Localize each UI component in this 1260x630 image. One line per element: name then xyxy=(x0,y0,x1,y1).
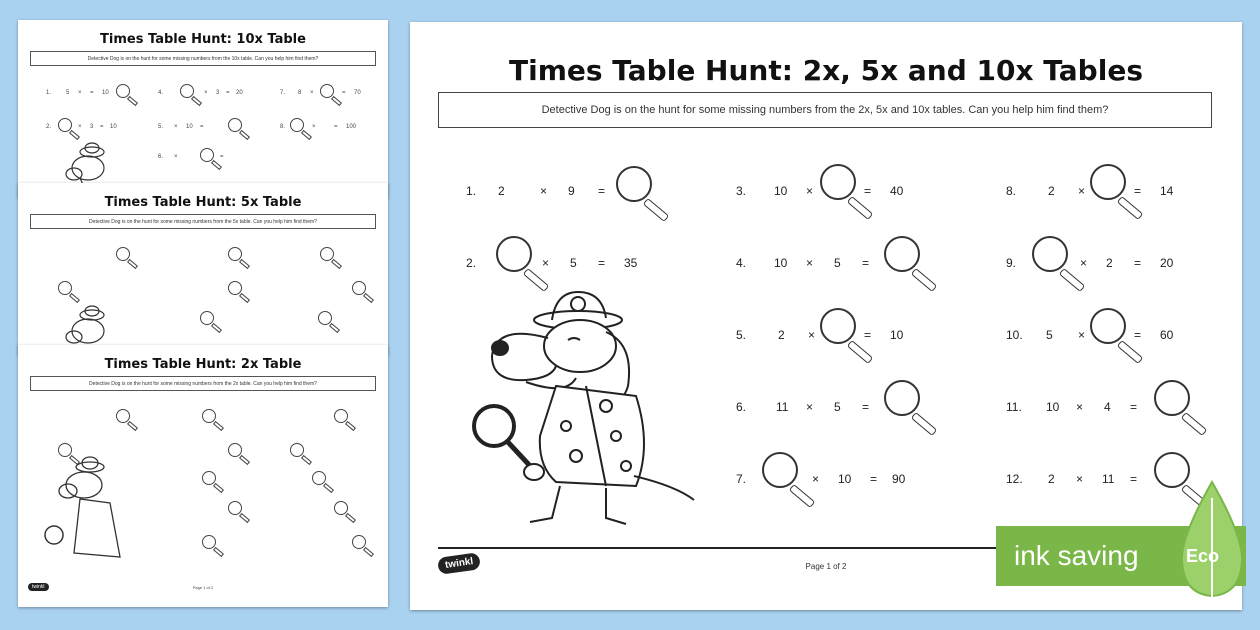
question-3 xyxy=(736,162,976,222)
worksheet-10x[interactable] xyxy=(18,20,388,198)
magnifying-glass-icon[interactable] xyxy=(820,308,856,344)
times-sign: × xyxy=(1078,328,1086,342)
question-number: 12. xyxy=(1006,472,1023,486)
times-sign: × xyxy=(806,400,814,414)
magnifying-glass-icon xyxy=(334,409,348,423)
question-value: 5 xyxy=(834,400,841,414)
times-sign: × xyxy=(542,256,550,270)
question-number: 6. xyxy=(158,154,164,160)
magnifying-glass-icon xyxy=(202,471,216,485)
equals-sign: = xyxy=(200,124,204,130)
question-2 xyxy=(466,234,706,294)
question-value: 35 xyxy=(624,256,638,270)
question-number: 1. xyxy=(466,184,477,198)
magnifying-glass-icon[interactable] xyxy=(762,452,798,488)
magnifying-glass-icon xyxy=(180,84,194,98)
times-sign: × xyxy=(1076,472,1084,486)
equals-sign: = xyxy=(220,154,224,160)
ink-saving-label: ink saving xyxy=(1014,540,1139,571)
worksheet-title: Times Table Hunt: 5x Table xyxy=(104,195,302,210)
magnifying-glass-icon xyxy=(228,247,242,261)
question-value: 5 xyxy=(1046,328,1053,342)
equals-sign: = xyxy=(334,124,338,130)
worksheet-intro: Detective Dog is on the hunt for some missing numbers from the 2x table. Can you help him find them? xyxy=(30,376,376,391)
worksheet-2x[interactable] xyxy=(18,345,388,607)
magnifying-glass-icon xyxy=(202,409,216,423)
equals-sign: = xyxy=(1130,472,1138,486)
question-value: 5 xyxy=(570,256,577,270)
times-sign: × xyxy=(78,90,82,96)
question-value: 4 xyxy=(1104,400,1111,414)
question-number: 3. xyxy=(736,184,747,198)
worksheet-title: Times Table Hunt: 2x Table xyxy=(104,357,302,372)
equals-sign: = xyxy=(870,472,878,486)
question-9 xyxy=(1006,234,1242,294)
question-value: 10 xyxy=(186,124,193,130)
question-value: 60 xyxy=(1160,328,1174,342)
times-sign: × xyxy=(174,154,178,160)
worksheet-intro: Detective Dog is on the hunt for some missing numbers from the 2x, 5x and 10x tables. Can you help him find them? xyxy=(438,92,1212,128)
equals-sign: = xyxy=(598,184,606,198)
times-sign: × xyxy=(540,184,548,198)
worksheet-title: Times Table Hunt: 10x Table xyxy=(100,32,306,47)
question-number: 2. xyxy=(466,256,477,270)
equals-sign: = xyxy=(100,124,104,130)
equals-sign: = xyxy=(862,400,870,414)
times-sign: × xyxy=(174,124,178,130)
times-sign: × xyxy=(812,472,820,486)
worksheet-main[interactable] xyxy=(410,22,1242,610)
equals-sign: = xyxy=(226,90,230,96)
question-value: 40 xyxy=(890,184,904,198)
question-value: 20 xyxy=(236,90,243,96)
question-number: 8. xyxy=(280,124,286,130)
question-value: 9 xyxy=(568,184,575,198)
question-number: 7. xyxy=(280,90,286,96)
question-number: 5. xyxy=(158,124,164,130)
magnifying-glass-icon xyxy=(116,409,130,423)
equals-sign: = xyxy=(862,256,870,270)
times-sign: × xyxy=(806,256,814,270)
magnifying-glass-icon xyxy=(228,501,242,515)
question-value: 2 xyxy=(1106,256,1113,270)
question-value: 20 xyxy=(1160,256,1174,270)
magnifying-glass-icon[interactable] xyxy=(1032,236,1068,272)
equals-sign: = xyxy=(864,328,872,342)
question-8 xyxy=(1006,162,1242,222)
question-number: 4. xyxy=(158,90,164,96)
magnifying-glass-icon xyxy=(116,247,130,261)
page-title: Times Table Hunt: 2x, 5x and 10x Tables xyxy=(509,54,1143,87)
magnifying-glass-icon xyxy=(200,148,214,162)
question-value: 2 xyxy=(498,184,505,198)
magnifying-glass-icon[interactable] xyxy=(820,164,856,200)
worksheet-intro: Detective Dog is on the hunt for some missing numbers from the 10x table. Can you help him find them? xyxy=(30,51,376,66)
question-value: 90 xyxy=(892,472,906,486)
equals-sign: = xyxy=(1134,256,1142,270)
magnifying-glass-icon xyxy=(228,118,242,132)
magnifying-glass-icon xyxy=(352,535,366,549)
magnifying-glass-icon xyxy=(290,443,304,457)
times-sign: × xyxy=(806,184,814,198)
times-sign: × xyxy=(204,90,208,96)
magnifying-glass-icon xyxy=(58,118,72,132)
question-number: 10. xyxy=(1006,328,1023,342)
times-sign: × xyxy=(1078,184,1086,198)
equals-sign: = xyxy=(864,184,872,198)
question-value: 10 xyxy=(838,472,852,486)
times-sign: × xyxy=(1076,400,1084,414)
worksheet-intro: Detective Dog is on the hunt for some missing numbers from the 5x table. Can you help him find them? xyxy=(30,214,376,229)
question-value: 10 xyxy=(774,256,788,270)
magnifying-glass-icon xyxy=(312,471,326,485)
question-6 xyxy=(736,378,976,438)
question-number: 4. xyxy=(736,256,747,270)
question-10 xyxy=(1006,306,1242,366)
magnifying-glass-icon[interactable] xyxy=(616,166,652,202)
question-value: 70 xyxy=(354,90,361,96)
question-number: 1. xyxy=(46,90,52,96)
question-value: 5 xyxy=(66,90,70,96)
magnifying-glass-icon xyxy=(58,281,72,295)
twinkl-logo: twinkl xyxy=(28,583,49,591)
magnifying-glass-icon[interactable] xyxy=(1090,164,1126,200)
question-value: 3 xyxy=(90,124,94,130)
question-number: 11. xyxy=(1006,400,1022,414)
times-sign: × xyxy=(310,90,314,96)
eco-label: Eco xyxy=(1186,546,1220,566)
equals-sign: = xyxy=(598,256,606,270)
question-value: 10 xyxy=(890,328,904,342)
detective-dog-illustration xyxy=(456,286,706,536)
question-value: 11 xyxy=(1102,472,1115,486)
eco-leaf-icon xyxy=(1170,478,1254,608)
magnifying-glass-icon[interactable] xyxy=(496,236,532,272)
times-sign: × xyxy=(78,124,82,130)
question-number: 8. xyxy=(1006,184,1017,198)
page-number: Page 1 of 2 xyxy=(805,562,847,571)
equals-sign: = xyxy=(1130,400,1138,414)
detective-dog-illustration xyxy=(40,453,130,573)
times-sign: × xyxy=(1080,256,1088,270)
question-number: 9. xyxy=(1006,256,1017,270)
times-sign: × xyxy=(312,124,316,130)
magnifying-glass-icon[interactable] xyxy=(884,236,920,272)
times-sign: × xyxy=(808,328,816,342)
question-value: 5 xyxy=(834,256,841,270)
magnifying-glass-icon[interactable] xyxy=(884,380,920,416)
magnifying-glass-icon xyxy=(352,281,366,295)
question-number: 2. xyxy=(46,124,52,130)
question-value: 3 xyxy=(216,90,220,96)
equals-sign: = xyxy=(1134,184,1142,198)
worksheet-5x[interactable] xyxy=(18,183,388,355)
magnifying-glass-icon xyxy=(200,311,214,325)
equals-sign: = xyxy=(342,90,346,96)
question-7 xyxy=(736,450,976,510)
magnifying-glass-icon xyxy=(320,247,334,261)
magnifying-glass-icon xyxy=(228,443,242,457)
page-number: Page 1 of 2 xyxy=(192,585,214,590)
question-number: 7. xyxy=(736,472,747,486)
magnifying-glass-icon xyxy=(334,501,348,515)
question-value: 14 xyxy=(1160,184,1174,198)
question-value: 2 xyxy=(1048,472,1055,486)
magnifying-glass-icon xyxy=(290,118,304,132)
question-value: 8 xyxy=(298,90,302,96)
question-value: 10 xyxy=(110,124,117,130)
question-5 xyxy=(736,306,976,366)
question-value: 2 xyxy=(1048,184,1055,198)
magnifying-glass-icon xyxy=(318,311,332,325)
magnifying-glass-icon[interactable] xyxy=(1154,380,1190,416)
magnifying-glass-icon xyxy=(320,84,334,98)
magnifying-glass-icon xyxy=(228,281,242,295)
question-number: 6. xyxy=(736,400,747,414)
question-4 xyxy=(736,234,976,294)
equals-sign: = xyxy=(1134,328,1142,342)
question-value: 10 xyxy=(102,90,109,96)
twinkl-logo: twinkl xyxy=(437,552,481,575)
question-number: 5. xyxy=(736,328,747,342)
question-11 xyxy=(1006,378,1242,438)
magnifying-glass-icon[interactable] xyxy=(1090,308,1126,344)
question-value: 10 xyxy=(1046,400,1060,414)
magnifying-glass-icon xyxy=(202,535,216,549)
question-value: 100 xyxy=(346,124,357,130)
question-1 xyxy=(466,162,706,222)
equals-sign: = xyxy=(90,90,94,96)
question-value: 11 xyxy=(776,400,789,414)
question-value: 2 xyxy=(778,328,785,342)
question-value: 10 xyxy=(774,184,788,198)
magnifying-glass-icon xyxy=(116,84,130,98)
